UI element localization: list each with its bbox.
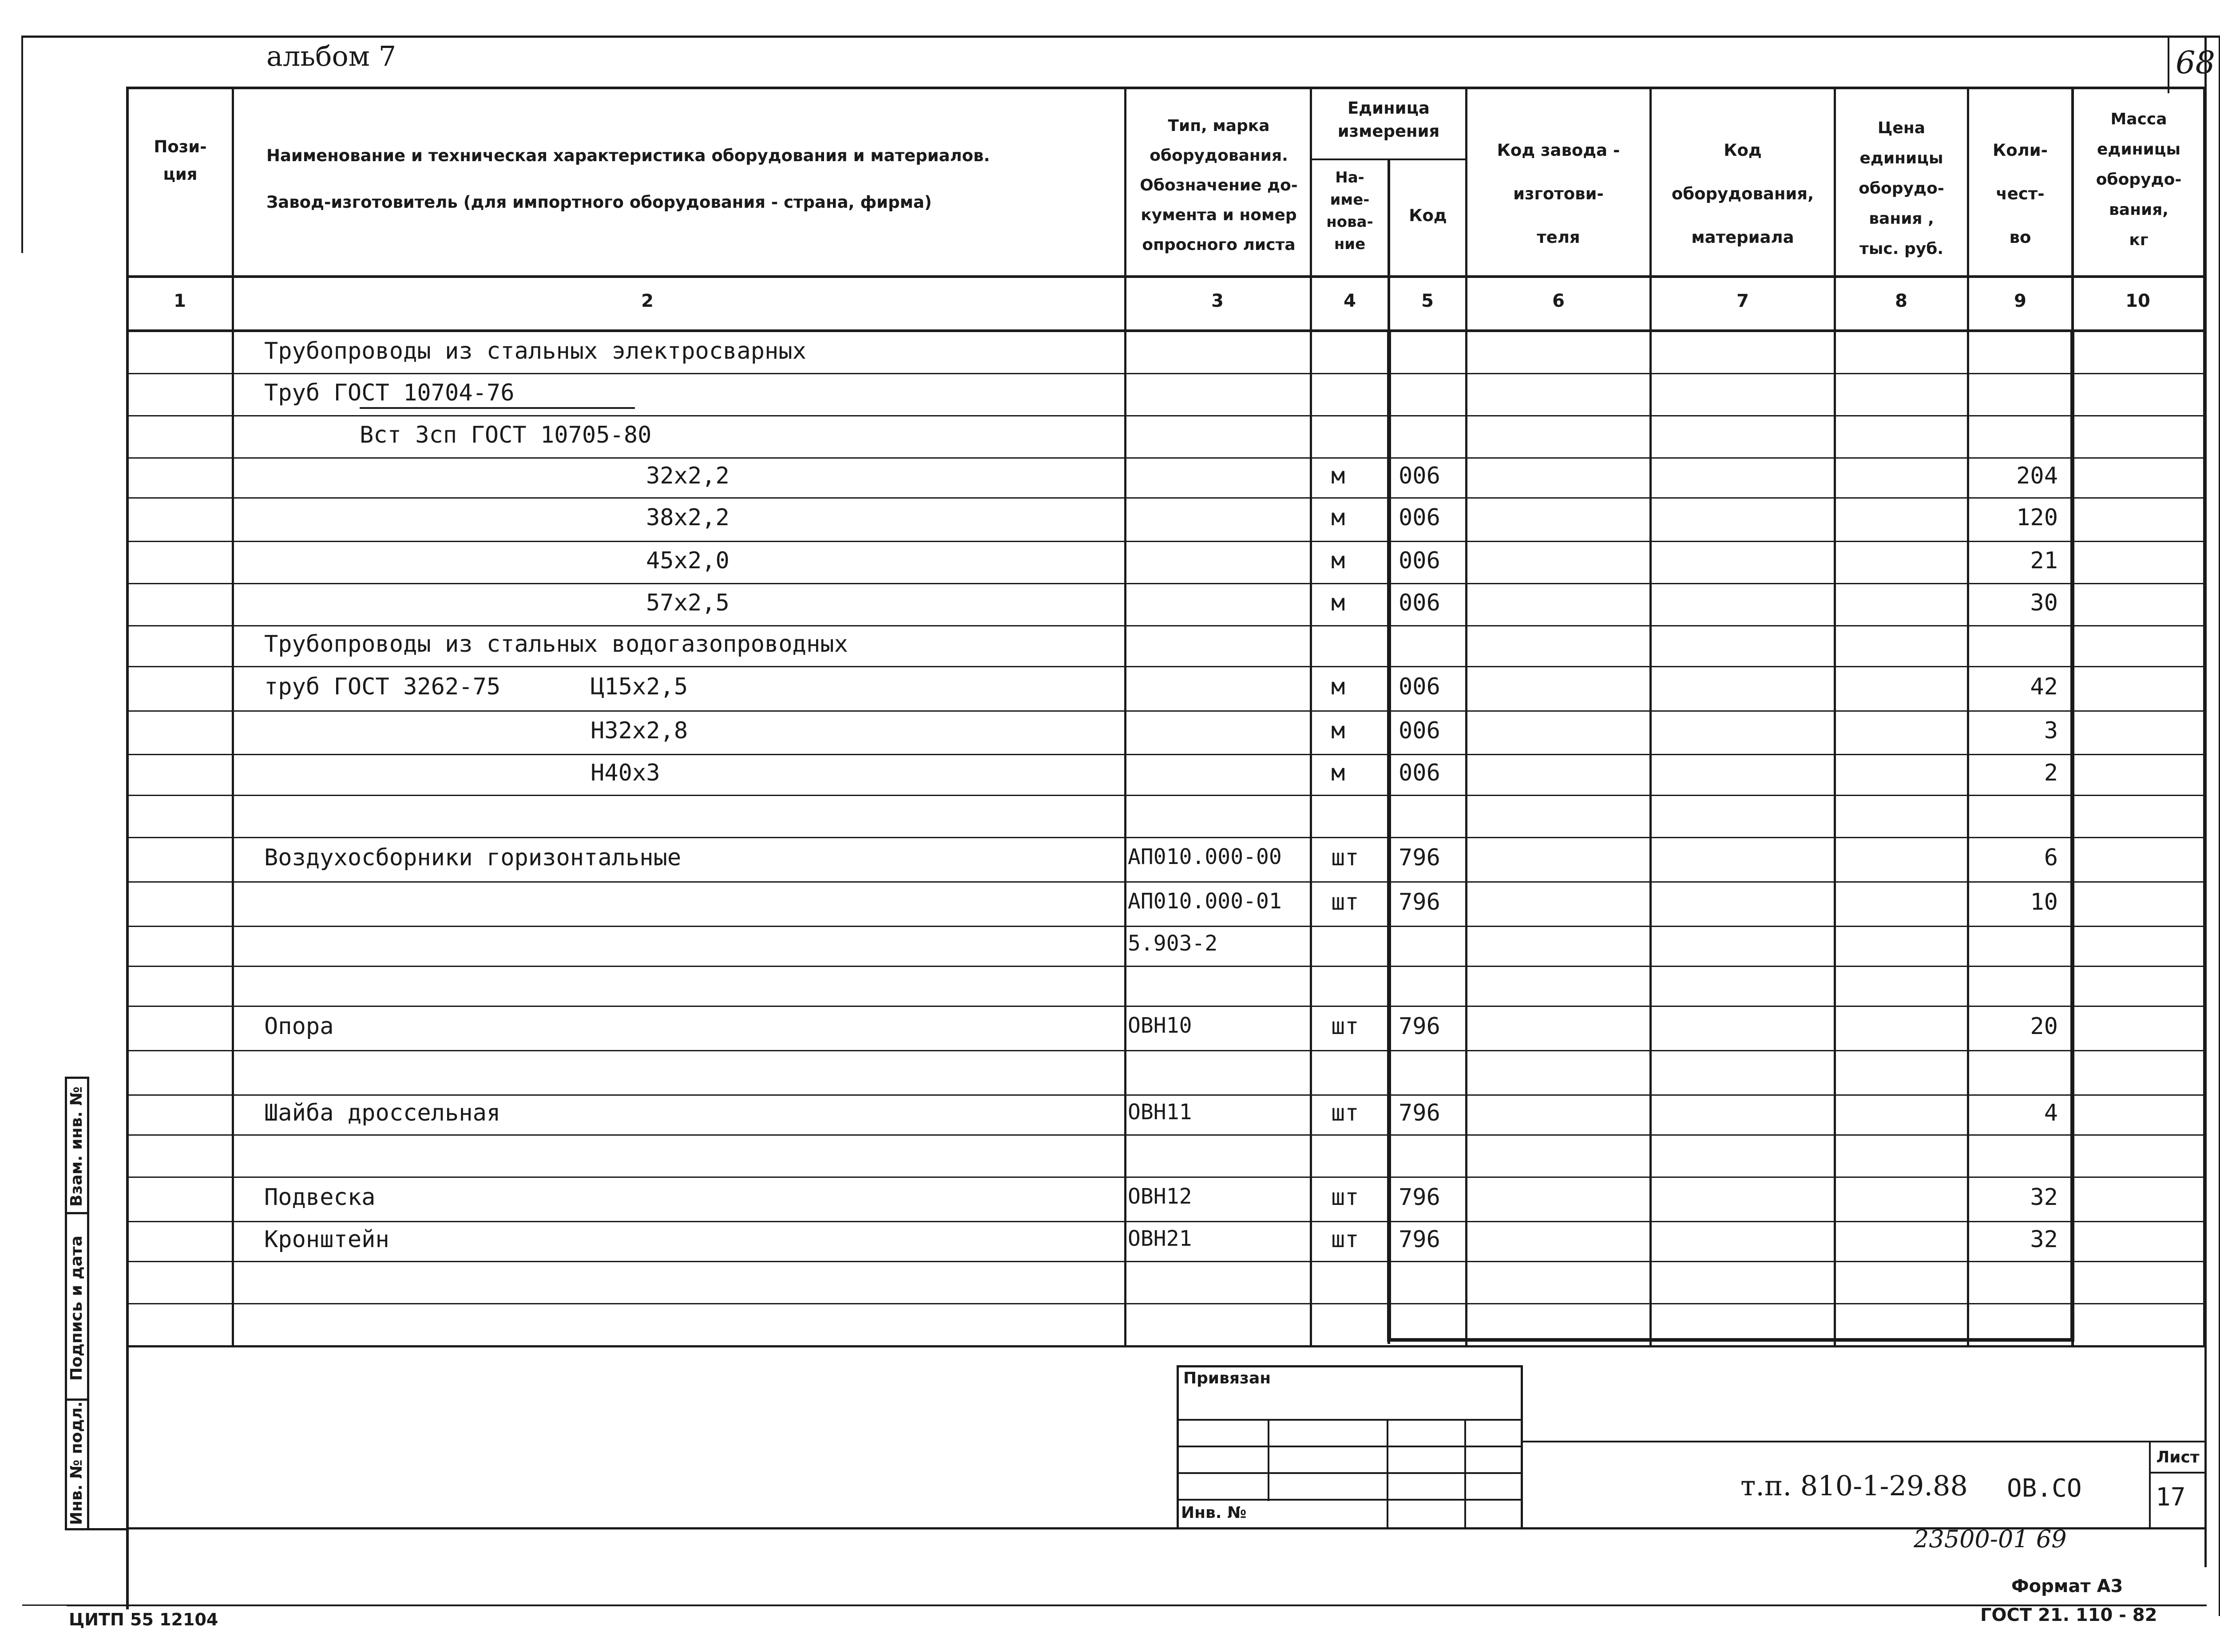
- title-block-top: [1523, 1441, 2205, 1442]
- side-stamp-left: [65, 1077, 67, 1529]
- privyazan-right: [1521, 1365, 1523, 1529]
- row-unit: м: [1331, 717, 1345, 744]
- column-number-1: 1: [174, 291, 186, 311]
- table-top-line: [127, 87, 2205, 89]
- header-position: Пози- ция: [154, 137, 207, 184]
- row-designation: ОВН12: [1128, 1184, 1192, 1209]
- gost-underline: [360, 407, 635, 409]
- column-number-6: 6: [1552, 291, 1565, 311]
- doc-code: т.п. 810-1-29.88: [1740, 1470, 1968, 1502]
- row-divider: [129, 1006, 2203, 1007]
- stamp-lower-line: [127, 1527, 2205, 1529]
- row-divider: [129, 1050, 2203, 1051]
- frame-top-line: [22, 36, 2220, 38]
- col-line-5: [1465, 87, 1467, 1347]
- side-podpis-label: Подпись и дата: [67, 1236, 86, 1381]
- page-corner-number: 68: [2176, 44, 2216, 81]
- row-code: 796: [1399, 889, 1440, 915]
- row-quantity: 4: [2044, 1100, 2058, 1126]
- list-label: Лист: [2156, 1448, 2200, 1466]
- col-line-10: [2203, 87, 2205, 1347]
- row-unit: м: [1331, 673, 1345, 700]
- row-divider: [129, 1221, 2203, 1222]
- col-line-8: [1967, 87, 1969, 1347]
- handwritten-code: 23500-01 69: [1914, 1525, 2067, 1553]
- header-quantity: Коли- чест- во: [1992, 141, 2048, 247]
- header-name: Наименование и техническая характеристика оборудования и материалов. Завод-изготовитель (для импортного оборудования - страна, фирма): [266, 146, 990, 212]
- col-line-3: [1310, 87, 1312, 1347]
- row-designation: 5.903-2: [1128, 931, 1218, 956]
- row-divider: [129, 625, 2203, 626]
- row-unit: м: [1331, 589, 1345, 616]
- row-name: 45х2,0: [646, 547, 729, 574]
- row-code: 006: [1399, 717, 1440, 744]
- row-unit: м: [1331, 760, 1345, 786]
- row-code: 006: [1399, 504, 1440, 531]
- frame-left-outer-line: [21, 36, 23, 253]
- bold-col-line-9: [2070, 329, 2074, 1342]
- doc-mark: ОВ.СО: [2007, 1474, 2082, 1503]
- header-unit-name: На- име- нова- ние: [1326, 169, 1373, 253]
- row-name: Воздухосборники горизонтальные: [264, 844, 682, 871]
- row-quantity: 10: [2030, 889, 2058, 915]
- format-label: Формат А3: [2011, 1576, 2123, 1597]
- footer-line: [22, 1604, 2207, 1606]
- row-name: Трубопроводы из стальных водогазопроводных: [264, 631, 848, 658]
- column-number-9: 9: [2014, 291, 2026, 311]
- row-designation: АП010.000-00: [1128, 844, 1282, 869]
- row-name: Подвеска: [264, 1184, 376, 1211]
- column-number-7: 7: [1736, 291, 1749, 311]
- privyazan-v2: [1387, 1419, 1388, 1529]
- row-quantity: 32: [2030, 1184, 2058, 1211]
- row-divider: [129, 754, 2203, 755]
- row-unit: шт: [1331, 889, 1359, 915]
- header-unit-code: Код: [1409, 206, 1447, 225]
- side-stamp-right: [87, 1077, 89, 1529]
- col-line-2: [1124, 87, 1126, 1347]
- corner-box-left: [2168, 36, 2169, 93]
- side-stamp-div2: [65, 1398, 89, 1401]
- side-stamp-top: [65, 1077, 89, 1079]
- row-name: Вст 3сп ГОСТ 10705-80: [360, 421, 652, 448]
- column-number-4: 4: [1344, 291, 1356, 311]
- row-unit: м: [1331, 504, 1345, 531]
- col-line-0: [126, 87, 129, 1609]
- row-code: 006: [1399, 673, 1440, 700]
- side-inv-podl-label: Инв. № подл.: [67, 1401, 86, 1525]
- row-quantity: 20: [2030, 1013, 2058, 1040]
- row-unit: шт: [1331, 1226, 1359, 1253]
- header-type: Тип, марка оборудования. Обозначение до- кумента и номер опросного листа: [1140, 117, 1298, 254]
- row-name: труб ГОСТ 3262-75: [264, 673, 501, 700]
- privyazan-v3: [1464, 1419, 1466, 1529]
- row-unit: шт: [1331, 844, 1359, 871]
- row-divider: [129, 1177, 2203, 1178]
- privyazan-h1: [1177, 1419, 1523, 1421]
- row-name: Труб ГОСТ 10704-76: [264, 379, 515, 406]
- album-title: альбом 7: [266, 40, 396, 72]
- row-unit: м: [1331, 547, 1345, 574]
- header-price: Цена единицы оборудо- вания , тыс. руб.: [1859, 119, 1944, 258]
- row-divider: [129, 541, 2203, 542]
- row-divider: [129, 666, 2203, 667]
- row-designation: АП010.000-01: [1128, 889, 1282, 914]
- table-bottom-line: [127, 1345, 2205, 1347]
- side-vzam-label: Взам. инв. №: [67, 1086, 86, 1207]
- row-quantity: 30: [2030, 589, 2058, 616]
- row-code: 796: [1399, 1226, 1440, 1253]
- row-divider: [129, 497, 2203, 499]
- header-equipment-code: Код оборудования, материала: [1671, 141, 1814, 247]
- row-code: 796: [1399, 1184, 1440, 1211]
- privyazan-left: [1177, 1365, 1179, 1529]
- row-name-size: Ц15х2,5: [591, 673, 688, 700]
- row-quantity: 120: [2016, 504, 2058, 531]
- row-divider: [129, 373, 2203, 374]
- row-code: 796: [1399, 844, 1440, 871]
- row-divider: [129, 710, 2203, 712]
- row-quantity: 6: [2044, 844, 2058, 871]
- col-line-1: [232, 87, 234, 1347]
- row-divider: [129, 1134, 2203, 1136]
- row-code: 796: [1399, 1100, 1440, 1126]
- privyazan-label: Привязан: [1183, 1369, 1271, 1387]
- col-line-7: [1834, 87, 1836, 1347]
- row-quantity: 2: [2044, 760, 2058, 786]
- bold-col-line-4: [1387, 329, 1391, 1342]
- row-designation: ОВН10: [1128, 1013, 1192, 1038]
- list-number: 17: [2156, 1483, 2186, 1512]
- column-number-8: 8: [1895, 291, 1907, 311]
- col-line-6: [1649, 87, 1652, 1347]
- row-divider: [129, 1094, 2203, 1096]
- header-mass: Масса единицы оборудо- вания, кг: [2096, 110, 2182, 249]
- privyazan-h3: [1177, 1472, 1523, 1474]
- row-quantity: 3: [2044, 717, 2058, 744]
- row-quantity: 42: [2030, 673, 2058, 700]
- row-unit: шт: [1331, 1013, 1359, 1040]
- row-designation: ОВН11: [1128, 1100, 1192, 1125]
- privyazan-v1: [1268, 1419, 1269, 1501]
- side-stamp-bottom: [65, 1528, 127, 1530]
- privyazan-h2: [1177, 1446, 1523, 1447]
- row-designation: ОВН21: [1128, 1226, 1192, 1251]
- row-name: Н40х3: [591, 760, 660, 786]
- row-divider: [129, 881, 2203, 883]
- row-divider: [129, 1303, 2203, 1304]
- row-divider: [129, 795, 2203, 796]
- row-divider: [129, 926, 2203, 927]
- row-unit: шт: [1331, 1184, 1359, 1211]
- row-quantity: 204: [2016, 463, 2058, 489]
- row-divider: [129, 966, 2203, 967]
- row-code: 006: [1399, 463, 1440, 489]
- row-name: Трубопроводы из стальных электросварных: [264, 338, 806, 364]
- footer-left-code: ЦИТП 55 12104: [69, 1610, 218, 1629]
- column-number-3: 3: [1211, 291, 1224, 311]
- row-unit: шт: [1331, 1100, 1359, 1126]
- column-number-5: 5: [1421, 291, 1434, 311]
- header-bottom-line: [127, 275, 2205, 278]
- side-stamp-div1: [65, 1212, 89, 1214]
- row-name: Кронштейн: [264, 1226, 389, 1253]
- row-code: 006: [1399, 589, 1440, 616]
- footer-gost: ГОСТ 21. 110 - 82: [1980, 1605, 2157, 1625]
- row-name: Шайба дроссельная: [264, 1100, 501, 1126]
- row-unit: м: [1331, 463, 1345, 489]
- row-quantity: 21: [2030, 547, 2058, 574]
- list-box-div: [2149, 1472, 2205, 1474]
- row-name: Опора: [264, 1013, 334, 1040]
- row-name: Н32х2,8: [591, 717, 688, 744]
- row-name: 57х2,5: [646, 589, 729, 616]
- row-divider: [129, 837, 2203, 838]
- row-quantity: 32: [2030, 1226, 2058, 1253]
- row-code: 796: [1399, 1013, 1440, 1040]
- row-name: 32х2,2: [646, 463, 729, 489]
- row-code: 006: [1399, 547, 1440, 574]
- bold-body-bottom: [1387, 1338, 2074, 1342]
- header-factory-code: Код завода - изготови- теля: [1497, 141, 1620, 247]
- row-divider: [129, 583, 2203, 584]
- row-code: 006: [1399, 760, 1440, 786]
- colnum-bottom-line: [127, 329, 2205, 332]
- column-number-10: 10: [2125, 291, 2150, 311]
- row-divider: [129, 1261, 2203, 1262]
- row-divider: [129, 457, 2203, 459]
- row-name: 38х2,2: [646, 504, 729, 531]
- row-divider: [129, 415, 2203, 416]
- list-box-left: [2149, 1441, 2151, 1529]
- column-number-2: 2: [641, 291, 654, 311]
- inv-no-label: Инв. №: [1181, 1504, 1247, 1522]
- header-unit-group: Единица измерения: [1337, 99, 1440, 141]
